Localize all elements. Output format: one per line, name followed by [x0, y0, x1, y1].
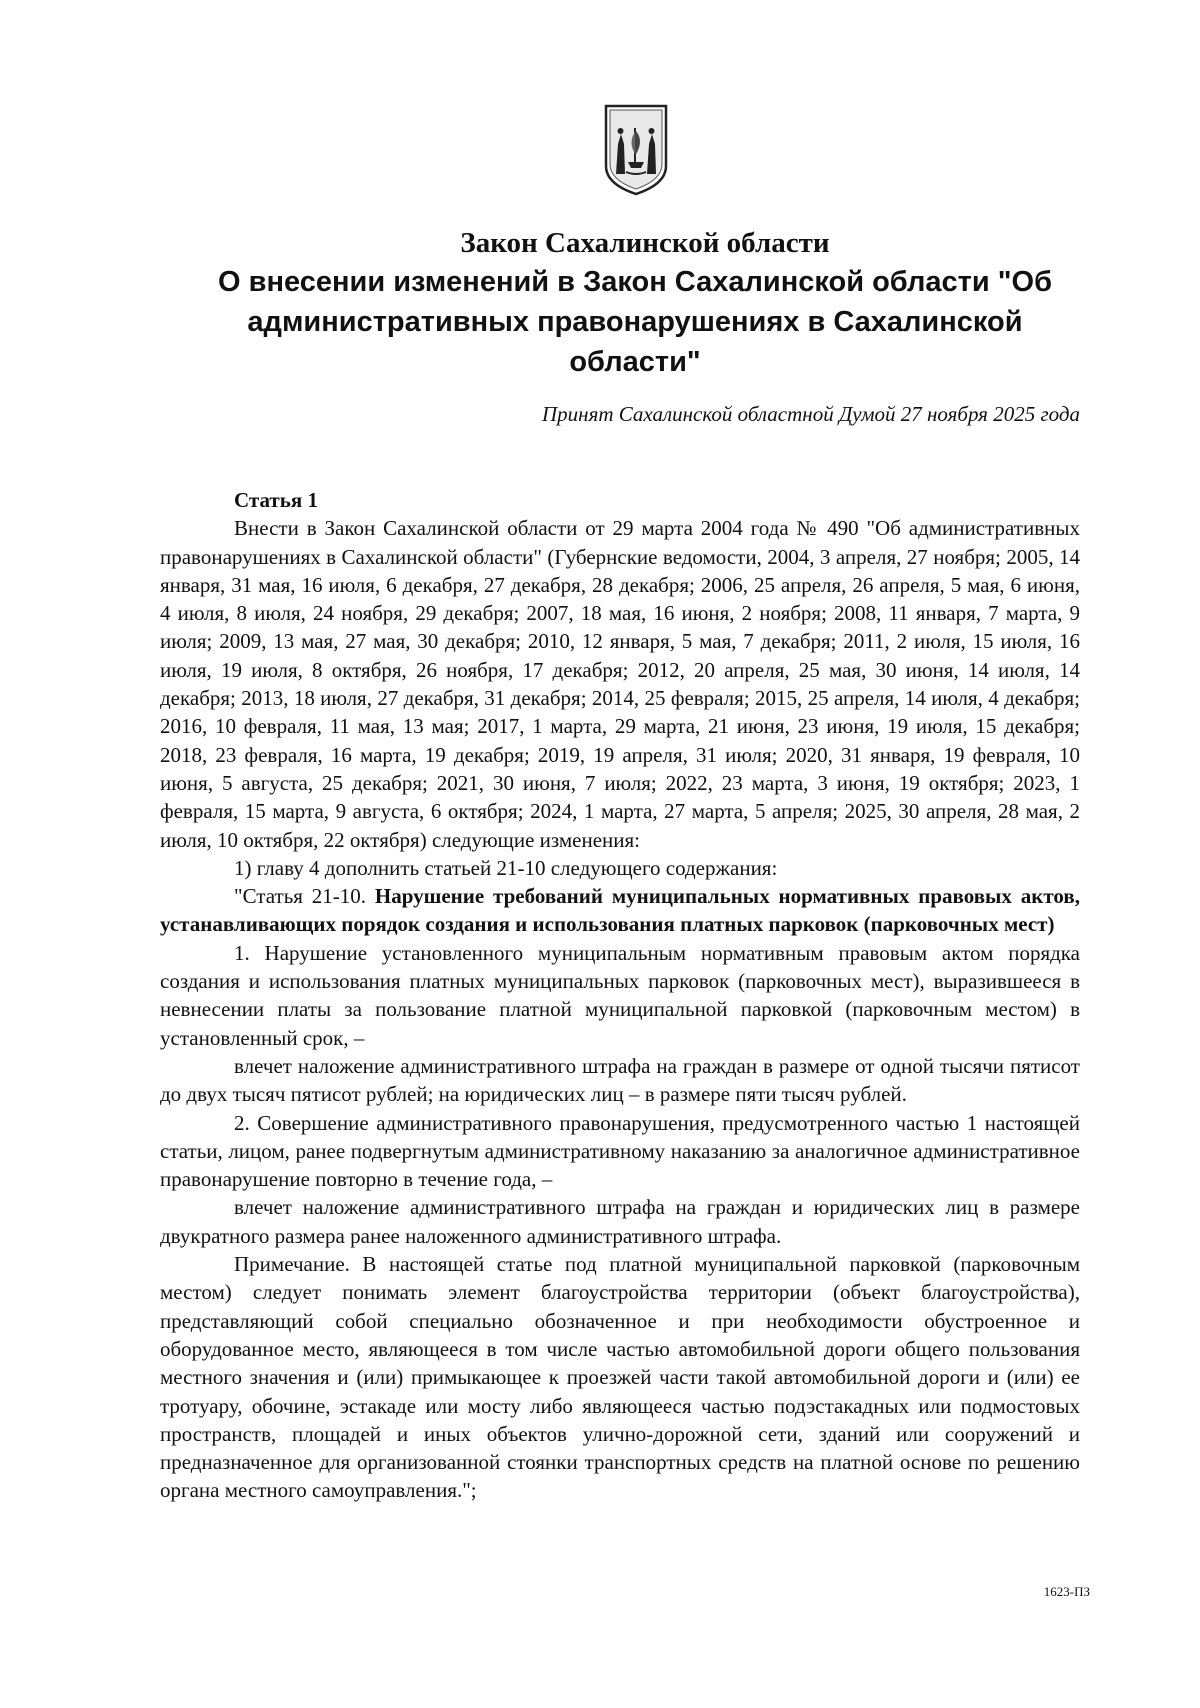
article-note: Примечание. В настоящей статье под платной муниципальной парковкой (парковочным местом) следует понимать элемент благоустройства территории (объект благоустройства), представляющий собой специально обозначенное и при необходимости обустроенное и оборудованное место, являющееся в том числе частью автомобильной дороги общего пользования местного значения и (или) примыкающее к проезжей части такой автомобильной дороги и (или) ее тротуару, обочине, эстакаде или мосту либо являющееся частью подэстакадных или подмостовых пространств, площадей и иных объектов улично-дорожной сети, зданий или сооружений и предназначенное для организованной стоянки транспортных средств на платной основе по решению органа местного самоуправления.";: [160, 1252, 1080, 1503]
document-subtitle: О внесении изменений в Закон Сахалинской области "Об административных правонарушениях в Сахалинской области": [218, 266, 1052, 378]
article-part-1: 1. Нарушение установленного муниципальным нормативным правовым актом порядка создания и использования платных муниципальных парковок (парковочных мест), выразившееся в невнесении платы за пользование платной муниципальной парковкой (парковочным местом) в установленный срок, –: [160, 940, 1080, 1050]
amendment-item: 1) главу 4 дополнить статьей 21-10 следующего содержания:: [234, 855, 778, 880]
new-article-title: Нарушение требований муниципальных нормативных правовых актов, устанавливающих порядок создания и использования платных парковок (парковочных мест): [160, 884, 1080, 937]
new-article-number: "Статья 21-10.: [234, 884, 367, 909]
document-body: [160, 486, 1080, 1505]
article-intro: Внести в Закон Сахалинской области от 29 марта 2004 года № 490 "Об административных правонарушениях в Сахалинской области" (Губернские ведомости, 2004, 3 апреля, 27 ноября; 2005, 14 января, 31 мая, 16 июля, 6 декабря, 27 декабря, 28 декабря; 2006, 25 апреля, 26 апреля, 5 мая, 6 июня, 4 июля, 8 июля, 24 ноября, 29 декабря; 2007, 18 мая, 16 июня, 2 ноября; 2008, 11 января, 7 марта, 9 июля; 2009, 13 мая, 27 мая, 30 декабря; 2010, 12 января, 5 мая, 7 декабря; 2011, 2 июля, 15 июля, 16 июля, 19 июля, 8 октября, 26 ноября, 17 декабря; 2012, 20 апреля, 25 мая, 30 июня, 14 июля, 14 декабря; 2013, 18 июля, 27 декабря, 31 декабря; 2014, 25 февраля; 2015, 25 апреля, 14 июля, 4 декабря; 2016, 10 февраля, 11 мая, 13 мая; 2017, 1 марта, 29 марта, 21 июня, 23 июня, 19 июля, 15 декабря; 2018, 23 февраля, 16 марта, 19 декабря; 2019, 19 апреля, 31 июля; 2020, 31 января, 19 февраля, 10 июня, 5 августа, 25 декабря; 2021, 30 июня, 7 июля; 2022, 23 марта, 3 июня, 19 октября; 2023, 1 февраля, 15 марта, 9 августа, 6 октября; 2024, 1 марта, 27 марта, 5 апреля; 2025, 30 апреля, 28 мая, 2 июля, 10 октября, 22 октября) следующие изменения:: [160, 516, 1080, 852]
document-code: 1623-ПЗ: [1043, 1584, 1090, 1599]
article-part-1-penalty: влечет наложение административного штрафа на граждан в размере от одной тысячи пятисот до двух тысяч пятисот рублей; на юридических лиц – в размере пяти тысяч рублей.: [160, 1053, 1080, 1107]
article-heading: Статья 1: [234, 488, 318, 512]
coat-of-arms-icon: [604, 104, 668, 196]
new-article-heading: [160, 882, 1080, 939]
adoption-note: Принят Сахалинской областной Думой 27 ноября 2025 года: [541, 402, 1080, 426]
article-part-2: 2. Совершение административного правонарушения, предусмотренного частью 1 настоящей статьи, лицом, ранее подвергнутым административному наказанию за аналогичное административное правонарушение повторно в течение года, –: [160, 1110, 1080, 1192]
article-part-2-penalty: влечет наложение административного штрафа на граждан и юридических лиц в размере двукратного размера ранее наложенного административного штрафа.: [160, 1195, 1080, 1248]
document-title: Закон Сахалинской области: [460, 227, 830, 259]
